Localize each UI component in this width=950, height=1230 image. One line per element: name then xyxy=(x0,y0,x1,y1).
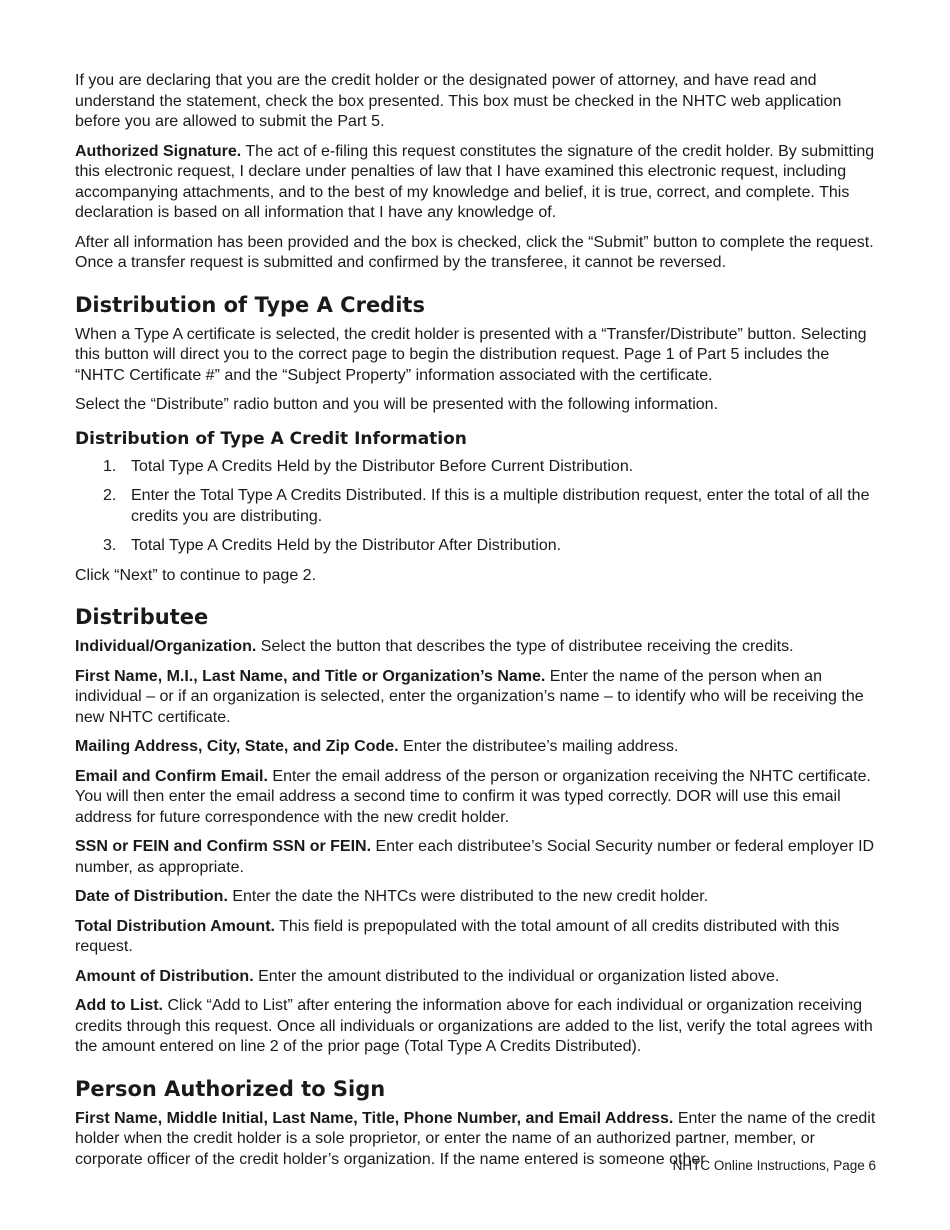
field-lead: SSN or FEIN and Confirm SSN or FEIN. xyxy=(75,838,372,855)
list-item xyxy=(75,536,877,557)
field-text: Select the button that describes the type of distributee receiving the credits. xyxy=(260,638,794,655)
list-item xyxy=(75,457,877,478)
authorized-signature-paragraph xyxy=(75,142,877,224)
list-item-number: 3. xyxy=(103,537,117,554)
page-footer: NHTC Online Instructions, Page 6 xyxy=(672,1158,876,1173)
list-item-text: Total Type A Credits Held by the Distributor After Distribution. xyxy=(131,537,562,554)
field-text: Enter the amount distributed to the individual or organization listed above. xyxy=(258,967,780,985)
field-lead: Mailing Address, City, State, and Zip Code. xyxy=(75,738,399,755)
field-description xyxy=(75,837,877,878)
distribute-radio-paragraph: Select the “Distribute” radio button and you will be presented with the following information. xyxy=(75,396,719,413)
document-page xyxy=(75,71,877,1179)
field-lead: Add to List. xyxy=(75,997,163,1014)
list-item-number: 1. xyxy=(103,457,117,475)
field-text: Enter the name of the credit holder when the credit holder is a sole proprietor, or enter the name of an authorized partner, member, or corporate officer of the credit holder’s organization. If the name entered is someone other xyxy=(75,1109,876,1168)
distribution-paragraph: When a Type A certificate is selected, the credit holder is presented with a “Transfer/Distribute” button. Selecting this button will direct you to the correct page to begin the distribution request. Page 1 of Part 5 includes the “NHTC Certificate #” and the “Subject Property” information associated with the certificate. xyxy=(75,325,867,384)
field-lead: Total Distribution Amount. xyxy=(75,917,275,935)
field-description xyxy=(75,887,877,908)
field-text: Enter the distributee’s mailing address. xyxy=(403,738,679,755)
field-description xyxy=(75,637,877,658)
next-paragraph: Click “Next” to continue to page 2. xyxy=(75,566,317,584)
field-description xyxy=(75,996,877,1058)
field-lead: First Name, M.I., Last Name, and Title or Organization’s Name. xyxy=(75,667,546,685)
field-lead: Email and Confirm Email. xyxy=(75,767,268,785)
field-text: Enter each distributee’s Social Security number or federal employer ID number, as appropriate. xyxy=(75,838,875,876)
field-text: Enter the date the NHTCs were distributed to the new credit holder. xyxy=(232,888,709,905)
subsection-heading-credit-info: Distribution of Type A Credit Information xyxy=(75,428,467,449)
authorized-signature-lead: Authorized Signature. xyxy=(75,142,242,160)
list-item-text: Enter the Total Type A Credits Distributed. If this is a multiple distribution request, enter the total of all the credits you are distributing. xyxy=(131,487,870,525)
field-text: This field is prepopulated with the total amount of all credits distributed with this request. xyxy=(75,917,840,955)
list-item-text: Total Type A Credits Held by the Distributor Before Current Distribution. xyxy=(131,457,634,475)
field-lead: Individual/Organization. xyxy=(75,638,257,655)
field-text: Enter the name of the person when an individual – or if an organization is selected, enter the organization’s name – to identify who will be receiving the new NHTC certificate. xyxy=(75,667,864,726)
field-description xyxy=(75,667,877,729)
submit-paragraph: After all information has been provided and the box is checked, click the “Submit” button to complete the request. Once a transfer request is submitted and confirmed by the transferee, it cannot be reversed. xyxy=(75,233,874,271)
authorized-signature-text: The act of e-filing this request constitutes the signature of the credit holder. By submitting this electronic request, I declare under penalties of law that I have examined this electronic request, including accompanying attachments, and to the best of my knowledge and belief, it is true, correct, and complete. This declaration is based on all information that I have any knowledge of. xyxy=(75,142,875,221)
section-heading-distribution: Distribution of Type A Credits xyxy=(75,292,425,317)
field-lead: Date of Distribution. xyxy=(75,888,228,905)
field-lead: Amount of Distribution. xyxy=(75,967,254,985)
list-item xyxy=(75,486,877,527)
field-description xyxy=(75,767,877,829)
section-heading-distributee: Distributee xyxy=(75,605,209,629)
intro-paragraph: If you are declaring that you are the credit holder or the designated power of attorney, and have read and understand the statement, check the box presented. This box must be checked in the NHTC web application before you are allowed to submit the Part 5. xyxy=(75,72,842,130)
field-text: Click “Add to List” after entering the information above for each individual or organization receiving credits through this request. Once all individuals or organizations are added to the list, verify the total agrees with the amount entered on line 2 of the prior page (Total Type A Credits Distributed). xyxy=(75,997,873,1055)
list-item-number: 2. xyxy=(103,487,117,504)
section-heading-person-authorized: Person Authorized to Sign xyxy=(75,1076,386,1101)
field-description xyxy=(75,737,877,758)
field-lead: First Name, Middle Initial, Last Name, Title, Phone Number, and Email Address. xyxy=(75,1109,674,1127)
credit-info-list xyxy=(75,457,877,557)
field-description xyxy=(75,917,877,958)
field-description xyxy=(75,967,877,988)
field-text: Enter the email address of the person or organization receiving the NHTC certificate. You will then enter the email address a second time to confirm it was typed correctly. DOR will use this email address for future correspondence with the new credit holder. xyxy=(75,767,871,826)
